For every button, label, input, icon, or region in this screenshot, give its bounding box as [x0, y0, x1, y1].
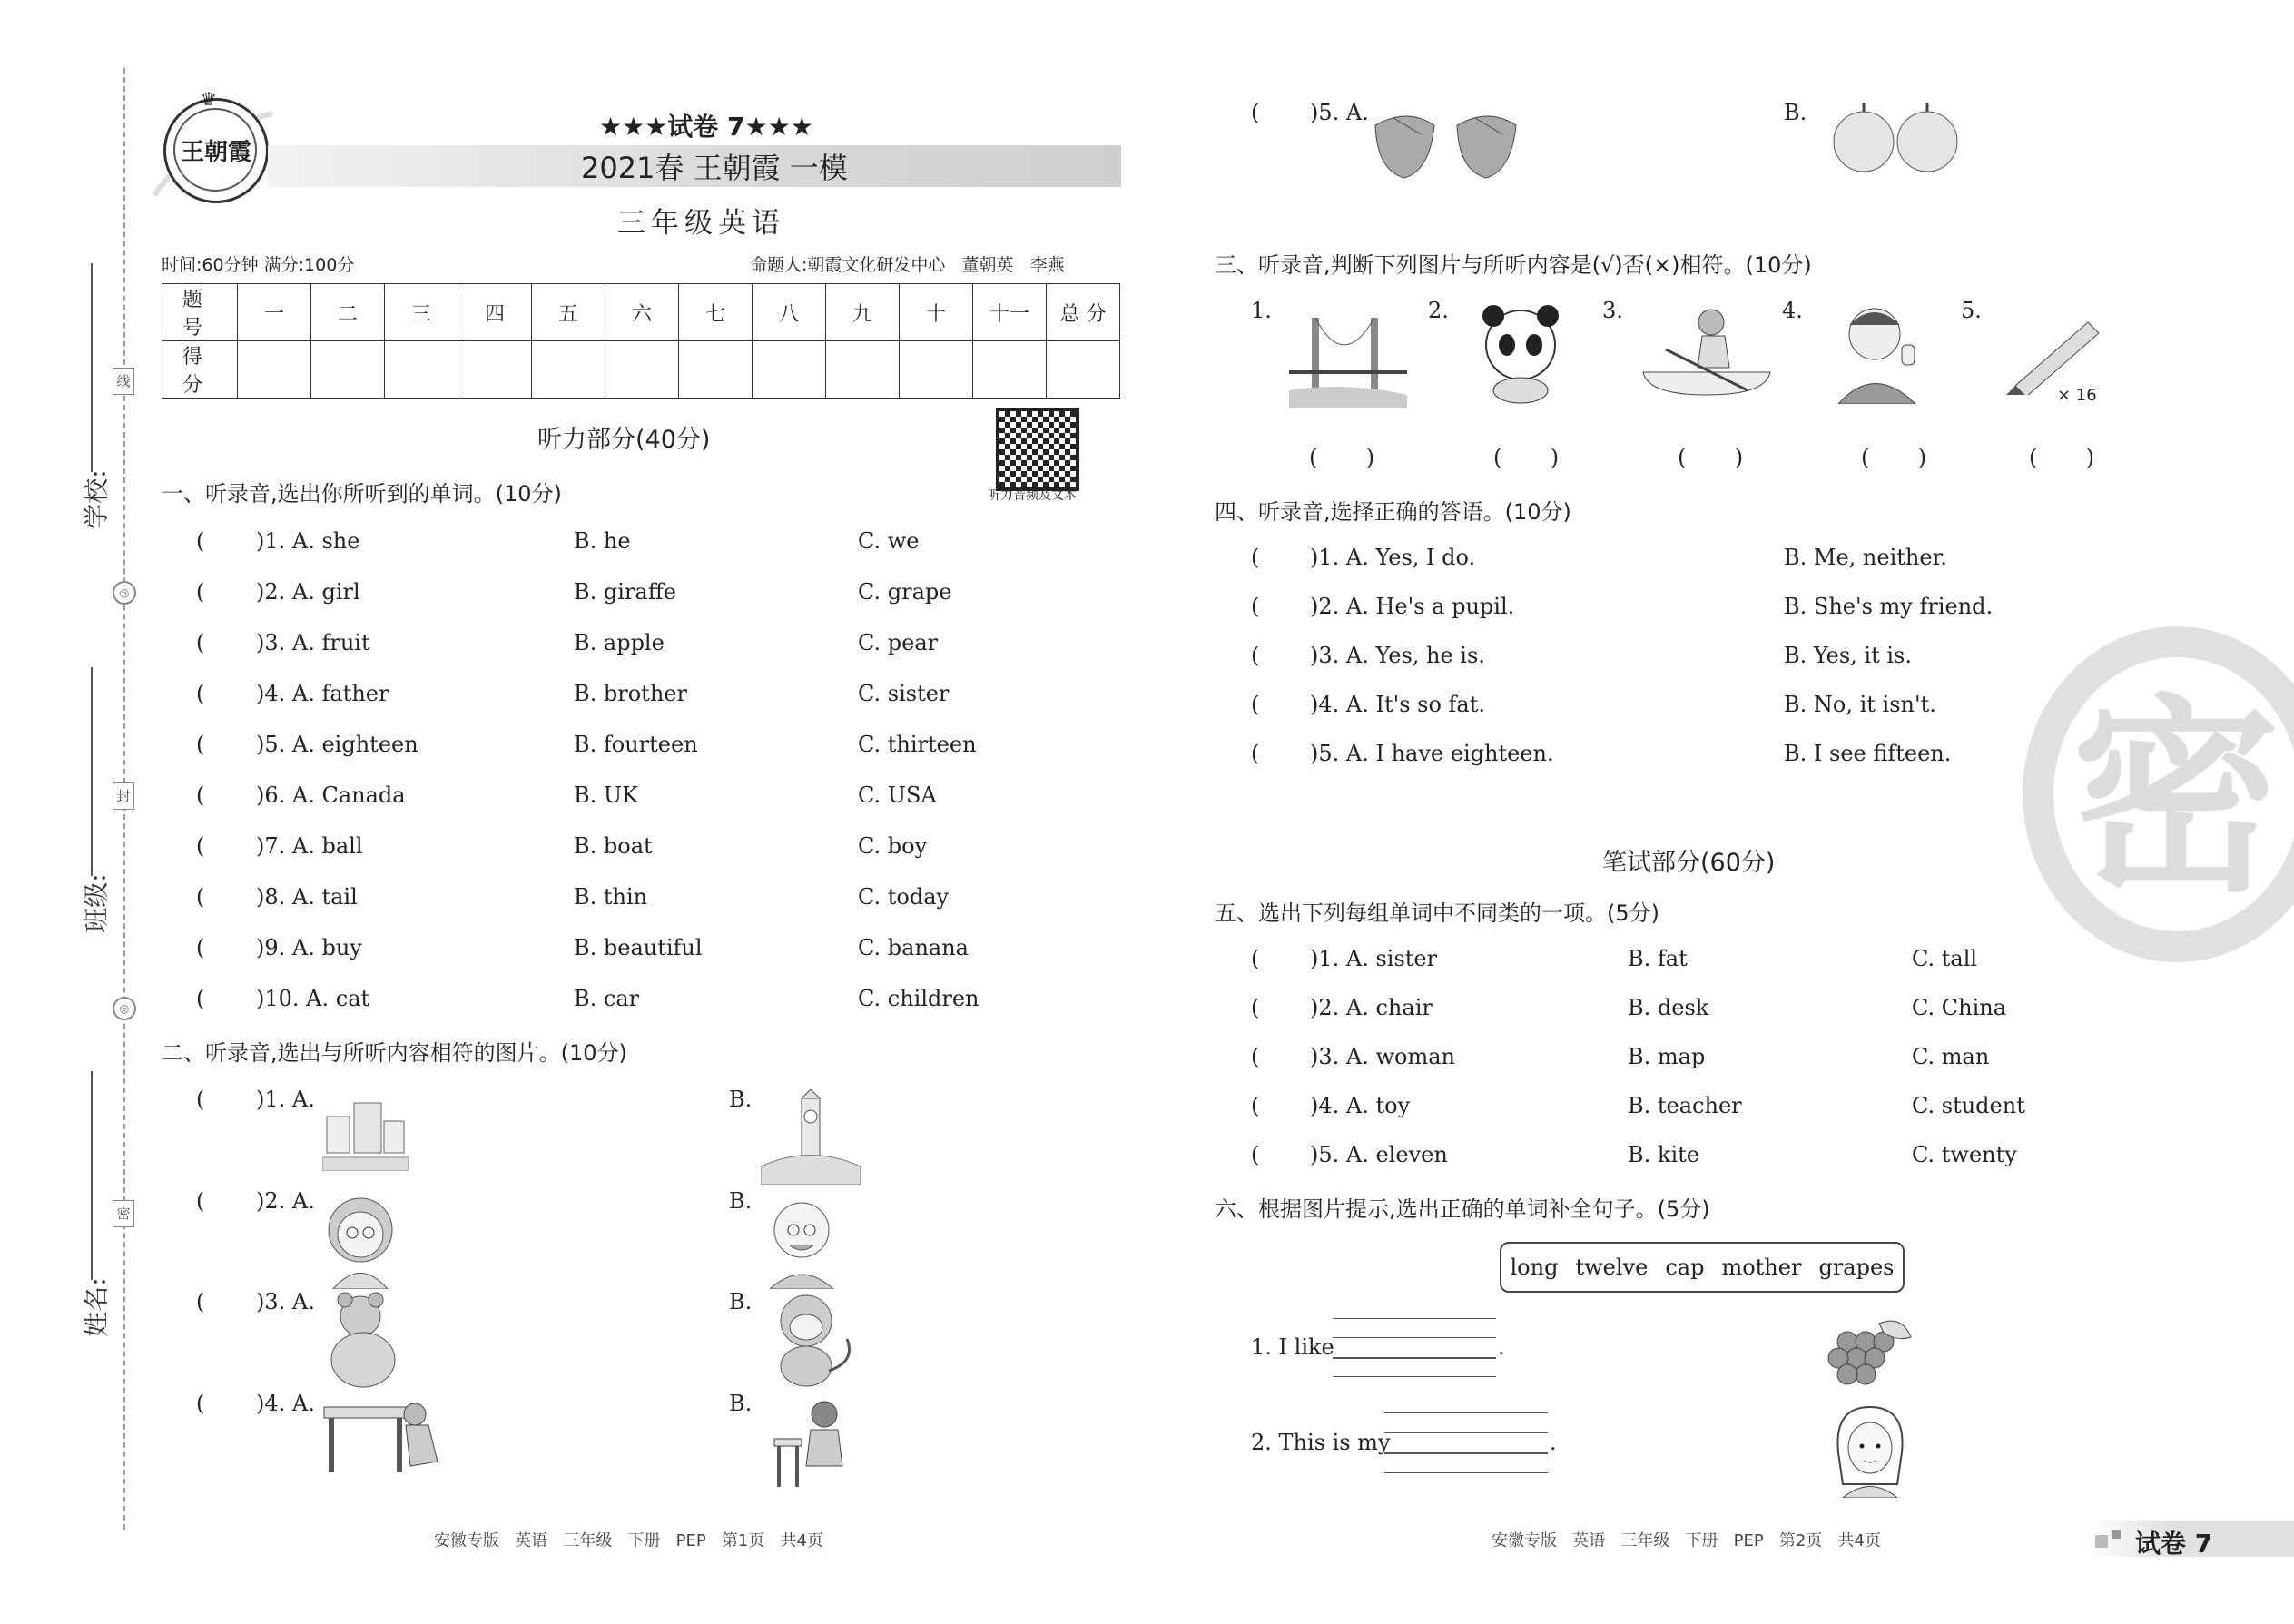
q1-c: C. we — [858, 528, 920, 554]
q2-b: B. giraffe — [574, 579, 676, 605]
q7-b: B. boat — [574, 833, 653, 859]
crayon-count: × 16 — [2057, 386, 2097, 405]
subtitle: 三年级英语 — [617, 207, 785, 240]
binding-circle-1: ◎ — [113, 581, 136, 605]
main-title: 2021春 王朝霞 一模 — [581, 151, 848, 185]
answer-bracket[interactable]: ( — [1251, 995, 1260, 1020]
sec3-num-5: 5. — [1961, 298, 1982, 323]
paper-label: ★★★试卷 7★★★ — [599, 112, 813, 142]
sec6-s2: 2. This is my — [1251, 1430, 1391, 1455]
score-cell: 十一 — [973, 284, 1047, 341]
logo-text: 王朝霞 — [180, 139, 251, 166]
answer-bracket[interactable]: ( — [1251, 100, 1260, 125]
guide-line — [1333, 1376, 1496, 1377]
sec5-q5-c: C. twenty — [1912, 1142, 2017, 1167]
answer-bracket[interactable]: ( — [196, 681, 205, 706]
score-input[interactable] — [1047, 341, 1120, 399]
judge-bracket-2[interactable]: ( ) — [1493, 445, 1560, 470]
q3-c: C. pear — [858, 630, 939, 655]
sec6-s1: 1. I like — [1251, 1334, 1334, 1360]
binding-mark-mi: 密 — [113, 1200, 134, 1227]
footer-left: 安徽专版 英语 三年级 下册 PEP 第1页 共4页 — [434, 1531, 823, 1550]
score-input[interactable] — [900, 341, 973, 399]
sec4-q4-b: B. No, it isn't. — [1784, 692, 1936, 717]
judge-bracket-5[interactable]: ( ) — [2029, 445, 2095, 470]
crayon-picture — [2006, 313, 2106, 395]
answer-bracket[interactable]: ( — [196, 528, 205, 554]
q2-c: C. grape — [858, 579, 952, 605]
guide-line — [1384, 1472, 1548, 1473]
binding-circle-2: ◎ — [113, 997, 136, 1020]
score-input[interactable] — [973, 341, 1047, 399]
guide-line — [1333, 1337, 1496, 1338]
sec5-q1-a: )1. A. sister — [1310, 946, 1438, 971]
score-input[interactable] — [385, 341, 458, 399]
word-bank-item: grapes — [1818, 1255, 1895, 1280]
score-input[interactable] — [238, 341, 311, 399]
score-label: 得 分 — [162, 341, 238, 399]
boy-thumb-picture — [1829, 300, 1929, 404]
answer-line-2[interactable] — [1384, 1452, 1548, 1454]
q3-b: B. apple — [574, 630, 665, 655]
listening-title: 听力部分(40分) — [537, 426, 711, 454]
score-cell: 三 — [385, 284, 458, 341]
answer-bracket[interactable]: ( — [196, 732, 205, 757]
score-input[interactable] — [458, 341, 532, 399]
sec5-q2-a: )2. A. chair — [1310, 995, 1433, 1020]
sec4-title: 四、听录音,选择正确的答语。(10分) — [1215, 499, 1571, 525]
bear-picture — [320, 1289, 410, 1389]
sec3-num-4: 4. — [1782, 298, 1803, 323]
sec2-q1-label: )1. A. — [256, 1087, 315, 1112]
monkey-picture — [761, 1289, 861, 1389]
sec4-q3-a: )3. A. Yes, he is. — [1310, 643, 1485, 668]
name-label: 姓名: — [81, 1277, 112, 1337]
sec2-q1-b: B. — [729, 1087, 753, 1112]
writing-title: 笔试部分(60分) — [1602, 849, 1776, 877]
answer-bracket[interactable]: ( — [1251, 643, 1260, 668]
sec4-q5-a: )5. A. I have eighteen. — [1310, 741, 1554, 766]
answer-bracket[interactable]: ( — [1251, 946, 1260, 971]
q4-b: B. brother — [574, 681, 687, 706]
answer-bracket[interactable]: ( — [196, 1087, 205, 1112]
panda-picture — [1471, 300, 1575, 404]
word-bank-item: cap — [1665, 1255, 1705, 1280]
q8-b: B. thin — [574, 884, 648, 910]
town-picture — [322, 1089, 409, 1171]
answer-bracket[interactable]: ( — [196, 579, 205, 605]
score-input[interactable] — [311, 341, 385, 399]
sec3-num-2: 2. — [1428, 298, 1449, 323]
score-input[interactable] — [826, 341, 900, 399]
sec5-q4-b: B. teacher — [1628, 1093, 1742, 1118]
sec5-title: 五、选出下列每组单词中不同类的一项。(5分) — [1215, 901, 1659, 926]
q8-c: C. today — [858, 884, 950, 910]
sec1-title: 一、听录音,选出你所听到的单词。(10分) — [162, 481, 562, 507]
q9-b: B. beautiful — [574, 935, 703, 960]
sec6-s2-period: . — [1550, 1430, 1557, 1455]
sec2-q4-b: B. — [729, 1391, 753, 1416]
sec4-q5-b: B. I see fifteen. — [1784, 741, 1952, 766]
sec5-q2-c: C. China — [1912, 995, 2007, 1020]
answer-bracket[interactable]: ( — [1251, 545, 1260, 570]
sec3-title: 三、听录音,判断下列图片与所听内容是(√)否(×)相符。(10分) — [1215, 252, 1812, 278]
rowing-girl-picture — [1639, 304, 1775, 404]
sec3-num-1: 1. — [1251, 298, 1272, 323]
sec4-q3-b: B. Yes, it is. — [1784, 643, 1912, 668]
q6-a: )6. A. Canada — [256, 782, 406, 808]
binding-mark-xian: 线 — [113, 368, 134, 395]
score-cell: 九 — [826, 284, 900, 341]
q1-b: B. he — [574, 528, 631, 554]
grapes-picture — [1825, 1314, 1915, 1396]
score-cell: 题 号 — [162, 284, 238, 341]
oranges-picture — [1829, 98, 1965, 175]
page-tab-label: 试卷 7 — [2135, 1529, 2213, 1559]
word-bank-item: long — [1510, 1255, 1559, 1280]
binding-mark-feng: 封 — [113, 782, 134, 810]
word-bank — [1500, 1242, 1905, 1293]
score-cell: 总 分 — [1047, 284, 1120, 341]
guide-line — [1333, 1318, 1496, 1319]
name-line — [91, 1071, 93, 1280]
answer-bracket[interactable]: ( — [196, 630, 205, 655]
answer-line-1[interactable] — [1333, 1357, 1496, 1359]
answer-bracket[interactable]: ( — [1251, 741, 1260, 766]
footer-right: 安徽专版 英语 三年级 下册 PEP 第2页 共4页 — [1492, 1531, 1881, 1550]
q7-a: )7. A. ball — [256, 833, 363, 859]
score-table-score-row — [162, 341, 1120, 399]
authors: 命题人:朝霞文化研发中心 董朝英 李燕 — [750, 255, 1065, 275]
score-cell: 一 — [238, 284, 311, 341]
strawberries-picture — [1366, 98, 1530, 180]
guide-line — [1384, 1412, 1548, 1413]
answer-bracket[interactable]: ( — [1251, 692, 1260, 717]
score-cell: 十 — [900, 284, 973, 341]
class-label: 班级: — [81, 873, 112, 933]
answer-bracket[interactable]: ( — [196, 1188, 205, 1214]
watermark-seal — [2023, 626, 2294, 962]
score-input[interactable] — [679, 341, 753, 399]
qr-caption: 听力音频及文本 — [988, 488, 1077, 503]
answer-bracket[interactable]: ( — [1251, 1142, 1260, 1167]
word-bank-item: mother — [1721, 1255, 1802, 1280]
sec2-title: 二、听录音,选出与所听内容相符的图片。(10分) — [162, 1040, 627, 1066]
sec4-q2-a: )2. A. He's a pupil. — [1310, 594, 1515, 619]
answer-bracket[interactable]: ( — [196, 782, 205, 808]
school-line — [91, 263, 93, 472]
guide-line — [1384, 1432, 1548, 1433]
sec2-q5-label: )5. A. — [1310, 100, 1369, 125]
boy-under-desk-picture — [320, 1398, 460, 1480]
answer-bracket[interactable]: ( — [196, 833, 205, 859]
sec4-q1-a: )1. A. Yes, I do. — [1310, 545, 1476, 570]
judge-bracket-3[interactable]: ( ) — [1678, 445, 1744, 470]
sec5-q3-a: )3. A. woman — [1310, 1044, 1455, 1069]
sec5-q1-b: B. fat — [1628, 946, 1688, 971]
q4-a: )4. A. father — [256, 681, 389, 706]
score-input[interactable] — [532, 341, 605, 399]
q6-c: C. USA — [858, 782, 937, 808]
page-tab — [2088, 1521, 2294, 1557]
grandma-picture — [320, 1189, 401, 1289]
answer-bracket[interactable]: ( — [196, 935, 205, 960]
q5-b: B. fourteen — [574, 732, 698, 757]
qr-code[interactable] — [996, 408, 1079, 491]
word-bank-item: twelve — [1575, 1255, 1649, 1280]
sec4-q1-b: B. Me, neither. — [1784, 545, 1948, 570]
class-line — [91, 667, 93, 876]
sec3-num-3: 3. — [1602, 298, 1623, 323]
score-input[interactable] — [605, 341, 679, 399]
q7-c: C. boy — [858, 833, 928, 859]
q9-a: )9. A. buy — [256, 935, 362, 960]
big-ben-picture — [761, 1089, 861, 1185]
judge-bracket-1[interactable]: ( ) — [1309, 445, 1375, 470]
sec5-q2-b: B. desk — [1628, 995, 1709, 1020]
judge-bracket-4[interactable]: ( ) — [1861, 445, 1927, 470]
q5-a: )5. A. eighteen — [256, 732, 418, 757]
q10-b: B. car — [574, 986, 640, 1011]
sec5-q3-c: C. man — [1912, 1044, 1990, 1069]
q8-a: )8. A. tail — [256, 884, 358, 910]
sec4-q4-a: )4. A. It's so fat. — [1310, 692, 1486, 717]
answer-bracket[interactable]: ( — [1251, 1093, 1260, 1118]
sec5-q4-c: C. student — [1912, 1093, 2025, 1118]
q6-b: B. UK — [574, 782, 639, 808]
answer-bracket[interactable]: ( — [196, 1391, 205, 1416]
sec5-q4-a: )4. A. toy — [1310, 1093, 1411, 1118]
q10-a: )10. A. cat — [256, 986, 370, 1011]
sec4-q2-b: B. She's my friend. — [1784, 594, 1994, 619]
score-table-header-row — [162, 284, 1120, 341]
sec5-q5-b: B. kite — [1628, 1142, 1699, 1167]
answer-bracket[interactable]: ( — [196, 884, 205, 910]
sec6-s1-period: . — [1498, 1334, 1505, 1360]
bridge-picture — [1289, 309, 1407, 408]
score-input[interactable] — [753, 341, 826, 399]
q1-a: )1. A. she — [256, 528, 360, 554]
score-cell: 五 — [532, 284, 605, 341]
q3-a: )3. A. fruit — [256, 630, 370, 655]
q4-c: C. sister — [858, 681, 950, 706]
sec2-q5-b: B. — [1784, 100, 1807, 125]
answer-bracket[interactable]: ( — [196, 1289, 205, 1314]
time-info: 时间:60分钟 满分:100分 — [162, 255, 355, 275]
sec2-q2-label: )2. A. — [256, 1188, 315, 1214]
answer-bracket[interactable]: ( — [1251, 1044, 1260, 1069]
q5-c: C. thirteen — [858, 732, 977, 757]
score-cell: 二 — [311, 284, 385, 341]
score-cell: 四 — [458, 284, 532, 341]
grandpa-picture — [761, 1189, 842, 1289]
score-table — [162, 283, 1120, 399]
score-cell: 六 — [605, 284, 679, 341]
publisher-logo: 王朝霞 ♛ — [163, 98, 269, 203]
mother-picture — [1825, 1403, 1915, 1498]
sec2-q3-b: B. — [729, 1289, 753, 1314]
score-cell: 七 — [679, 284, 753, 341]
girl-chair-picture — [770, 1398, 861, 1489]
sec5-q5-a: )5. A. eleven — [1310, 1142, 1448, 1167]
q10-c: C. children — [858, 986, 980, 1011]
answer-bracket[interactable]: ( — [196, 986, 205, 1011]
sec6-title: 六、根据图片提示,选出正确的单词补全句子。(5分) — [1215, 1196, 1710, 1222]
sec5-q3-b: B. map — [1628, 1044, 1706, 1069]
q2-a: )2. A. girl — [256, 579, 360, 605]
sec2-q4-label: )4. A. — [256, 1391, 315, 1416]
answer-bracket[interactable]: ( — [1251, 594, 1260, 619]
sec5-q1-c: C. tall — [1912, 946, 1978, 971]
sec2-q2-b: B. — [729, 1188, 753, 1214]
q9-c: C. banana — [858, 935, 969, 960]
score-cell: 八 — [753, 284, 826, 341]
school-label: 学校: — [81, 469, 112, 529]
watermark-char: 密 — [2072, 675, 2281, 920]
sec2-q3-label: )3. A. — [256, 1289, 315, 1314]
